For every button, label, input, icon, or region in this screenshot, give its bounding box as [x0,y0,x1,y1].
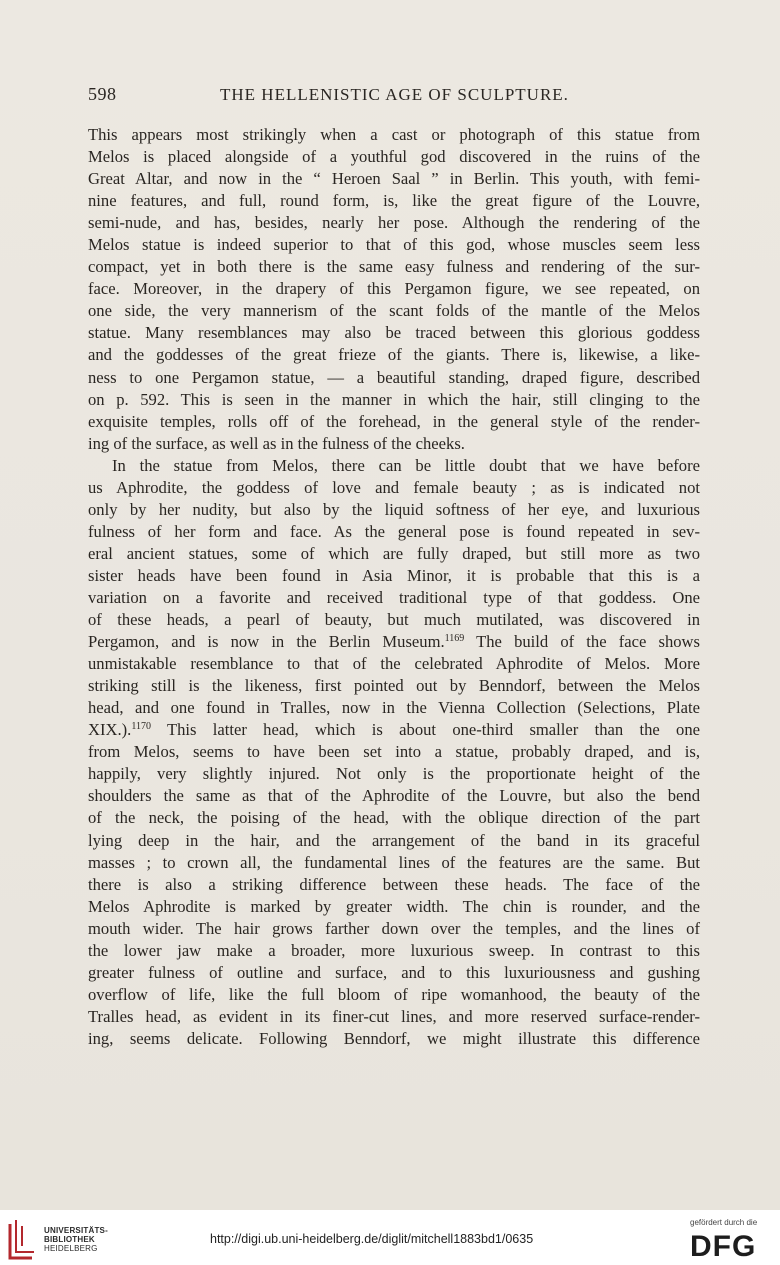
text-line: unmistakable resemblance to that of the celebrated Aphrodite of Melos. More [88,654,700,674]
text-line: nine features, and full, round form, is, like the great figure of the Louvre, [88,191,700,211]
text-line: mouth wider. The hair grows farther down over the temples, and the lines of [88,918,700,938]
library-name-line: UNIVERSITÄTS- [44,1226,108,1235]
text-line: there is also a striking difference between these heads. The face of the [88,874,700,894]
text-line: Melos Aphrodite is marked by greater width. The chin is rounder, and the [88,896,700,916]
dfg-logo: DFG [690,1230,757,1263]
text-line: eral ancient statues, some of which are fully draped, but still more as two [88,543,700,563]
text-segment: This latter head, which is about one-third smaller than the one [150,720,700,740]
text-line: Tralles head, as evident in its finer-cut lines, and more reserved surface-render- [88,1006,700,1026]
text-line: greater fulness of outline and surface, and to this luxuriousness and gushing [88,962,700,982]
text-line: ing of the surface, as well as in the fulness of the cheeks. [88,433,465,453]
permalink[interactable]: http://digi.ub.uni-heidelberg.de/diglit/mitchell1883bd1/0635 [210,1232,534,1246]
funded-by-label: gefördert durch die [690,1218,758,1227]
footnote-ref-1169: 1169 [444,633,465,645]
text-line: happily, very slightly injured. Not only is the proportionate height of the [88,764,700,784]
footnote-ref-1170: 1170 [131,721,151,733]
text-line: sister heads have been found in Asia Minor, it is probable that this is a [88,565,700,585]
text-line: striking still is the likeness, first pointed out by Benndorf, between the Melos [88,676,700,696]
text-segment: Pergamon, and is now in the Berlin Museum. [88,632,445,652]
digitization-footer [0,1210,780,1265]
text-line: lying deep in the hair, and the arrangement of the band in its graceful [88,830,700,850]
running-title: THE HELLENISTIC AGE OF SCULPTURE. [220,85,569,104]
library-name-line: HEIDELBERG [44,1244,98,1253]
text-line: the lower jaw make a broader, more luxurious sweep. In contrast to this [88,940,700,960]
library-name-line: BIBLIOTHEK [44,1235,95,1244]
text-line: of these heads, a pearl of beauty, but much mutilated, was discovered in [88,610,700,630]
library-name [44,1226,108,1253]
text-line: semi-nude, and has, besides, nearly her pose. Although the rendering of the [88,213,700,233]
text-line: variation on a favorite and received traditional type of that goddess. One [88,587,700,607]
page-number: 598 [88,84,117,104]
text-line: statue. Many resemblances may also be traced between this glorious goddess [88,323,700,343]
text-line: head, and one found in Tralles, now in the Vienna Collection (Selections, Plate [88,698,700,718]
text-line: shoulders the same as that of the Aphrodite of the Louvre, but also the bend [88,786,700,806]
text-line: one side, the very mannerism of the scant folds of the mantle of the Melos [88,301,700,321]
text-segment: The build of the face shows [464,632,700,652]
text-line: fulness of her form and face. As the general pose is found repeated in sev- [88,521,700,541]
text-line: of the neck, the poising of the head, with the oblique direction of the part [88,808,700,828]
text-line: ing, seems delicate. Following Benndorf, we might illustrate this difference [88,1028,700,1048]
text-line-with-footnote [88,631,700,653]
text-line: ness to one Pergamon statue, — a beautiful standing, draped figure, described [88,367,700,387]
text-line: Great Altar, and now in the “ Heroen Saal ” in Berlin. This youth, with femi- [88,169,700,189]
text-line: us Aphrodite, the goddess of love and female beauty ; as is indicated not [88,477,700,497]
library-logo-icon [6,1218,36,1262]
text-line: from Melos, seems to have been set into a statue, probably draped, and is, [88,742,700,762]
paragraph-start-line: In the statue from Melos, there can be little doubt that we have before [112,455,700,475]
text-line: only by her nudity, but also by the liquid softness of her eye, and luxurious [88,499,700,519]
page-header [88,84,700,110]
text-line: masses ; to crown all, the fundamental lines of the features are the same. But [88,852,700,872]
text-line-with-footnote [88,719,700,741]
body-text [88,124,700,1050]
text-line: face. Moreover, in the drapery of this Pergamon figure, we see repeated, on [88,279,700,299]
text-line: Melos is placed alongside of a youthful god discovered in the ruins of the [88,147,700,167]
text-line: compact, yet in both there is the same easy fulness and rendering of the sur- [88,257,700,277]
text-line: and the goddesses of the great frieze of the giants. There is, likewise, a like- [88,345,700,365]
text-line: Melos statue is indeed superior to that of this god, whose muscles seem less [88,235,700,255]
text-line: exquisite temples, rolls off of the forehead, in the general style of the render- [88,411,700,431]
text-line: This appears most strikingly when a cast or photograph of this statue from [88,125,700,144]
text-line: overflow of life, like the full bloom of ripe womanhood, the beauty of the [88,984,700,1004]
text-line: on p. 592. This is seen in the manner in which the hair, still clinging to the [88,389,700,409]
text-segment: XIX.). [88,720,132,740]
